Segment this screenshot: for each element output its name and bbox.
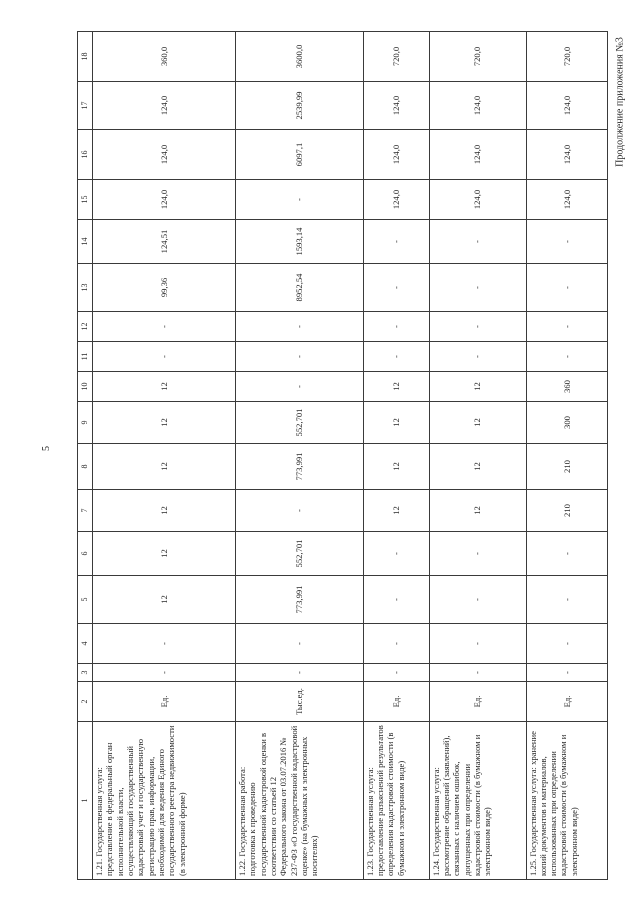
value-cell: - [429,532,526,576]
table-row [363,32,429,880]
value-cell: - [236,490,364,532]
value-cell: - [236,180,364,220]
header-cell: 3 [78,664,93,682]
value-cell: 720,0 [363,32,429,82]
value-cell: 720,0 [429,32,526,82]
value-cell: - [236,624,364,664]
table-row [236,32,364,880]
value-cell: 12 [363,372,429,402]
header-cell: 14 [78,220,93,264]
value-cell: 12 [93,490,236,532]
value-cell: - [429,576,526,624]
value-cell: - [93,342,236,372]
value-cell: - [93,664,236,682]
value-cell: - [429,220,526,264]
value-cell: - [363,342,429,372]
value-cell: 12 [93,576,236,624]
value-cell: 124,0 [526,180,607,220]
services-table [77,31,608,880]
value-cell: 124,0 [526,130,607,180]
value-cell: - [236,372,364,402]
appendix-label: Продолжение приложения №3 [614,37,626,167]
value-cell: 124,0 [429,82,526,130]
value-cell: - [526,312,607,342]
header-cell: 18 [78,32,93,82]
value-cell: 124,0 [363,130,429,180]
value-cell: Ед. [429,682,526,722]
header-cell: 17 [78,82,93,130]
rotated-table-wrapper [77,32,608,880]
header-cell: 10 [78,372,93,402]
service-name-cell: 1.21. Государственная услуга: представление в федеральный орган исполнительной власти, осуществляющий государственный кадастровый учет и государственную регистрацию прав, информации, необходимой для ведения Единого государственного реестра недвижимости (в электронной форме) [93,722,236,880]
page-number: 5 [41,446,52,451]
value-cell: 124,0 [363,180,429,220]
table-body [78,32,608,880]
table-row [429,32,526,880]
value-cell: 12 [93,402,236,444]
value-cell: - [429,312,526,342]
value-cell: Ед. [93,682,236,722]
service-name-cell: 1.25. Государственная услуга: хранение копий документов и материалов, использованных при определении кадастровой стоимости (в бумажном и электронном виде) [526,722,607,880]
value-cell: 1593,14 [236,220,364,264]
value-cell: 300 [526,402,607,444]
value-cell: - [526,624,607,664]
value-cell: 552,701 [236,532,364,576]
header-cell: 4 [78,624,93,664]
table-row [93,32,236,880]
value-cell: 12 [429,372,526,402]
value-cell: 12 [429,490,526,532]
value-cell: 720,0 [526,32,607,82]
value-cell: - [429,664,526,682]
header-cell: 11 [78,342,93,372]
value-cell: 6097,1 [236,130,364,180]
value-cell: - [236,312,364,342]
value-cell: Ед. [363,682,429,722]
value-cell: - [526,576,607,624]
service-name-cell: 1.24. Государственная услуга: рассмотрение обращений (заявлений), связанных с наличием ошибок, допущенных при определении кадастровой стоимости (в бумажном и электронном виде) [429,722,526,880]
value-cell: - [93,312,236,342]
value-cell: 210 [526,490,607,532]
value-cell: 12 [93,532,236,576]
header-cell: 13 [78,264,93,312]
value-cell: 2539,99 [236,82,364,130]
header-cell: 6 [78,532,93,576]
value-cell: - [363,624,429,664]
value-cell: - [526,342,607,372]
value-cell: 3600,0 [236,32,364,82]
value-cell: 12 [363,444,429,490]
value-cell: - [363,220,429,264]
header-cell: 15 [78,180,93,220]
value-cell: 12 [93,444,236,490]
header-cell: 16 [78,130,93,180]
header-cell: 8 [78,444,93,490]
header-cell: 1 [78,722,93,880]
service-name-cell: 1.23. Государственная услуга: предоставление разъяснений результатов определения кадастровой стоимости (в бумажном и электронном виде) [363,722,429,880]
value-cell: - [236,342,364,372]
value-cell: - [429,264,526,312]
value-cell: 124,0 [429,180,526,220]
header-cell: 7 [78,490,93,532]
value-cell: 8952,54 [236,264,364,312]
value-cell: 12 [429,444,526,490]
value-cell: 124,0 [93,82,236,130]
service-name-cell: 1.22. Государственная работа: подготовка к проведению государственной кадастровой оценки в соответствии со статьей 12 Федерального закона от 03.07.2016 № 237-ФЗ «О государственной кадастровой оценке» (на бумажных и электронных носителях) [236,722,364,880]
table-row [526,32,607,880]
value-cell: 552,701 [236,402,364,444]
value-cell: 12 [93,372,236,402]
value-cell: - [363,264,429,312]
value-cell: 210 [526,444,607,490]
value-cell: 124,0 [93,180,236,220]
value-cell: 124,0 [363,82,429,130]
value-cell: - [363,312,429,342]
value-cell: - [526,220,607,264]
value-cell: - [236,664,364,682]
value-cell: 773,991 [236,576,364,624]
value-cell: Ед. [526,682,607,722]
value-cell: - [363,532,429,576]
value-cell: 360,0 [93,32,236,82]
header-row [78,32,93,880]
value-cell: 99,36 [93,264,236,312]
value-cell: 12 [363,490,429,532]
header-cell: 5 [78,576,93,624]
value-cell: - [526,664,607,682]
value-cell: 124,0 [429,130,526,180]
header-cell: 2 [78,682,93,722]
header-cell: 12 [78,312,93,342]
value-cell: 124,0 [526,82,607,130]
value-cell: 12 [363,402,429,444]
value-cell: Тыс.ед. [236,682,364,722]
value-cell: - [429,342,526,372]
value-cell: - [363,664,429,682]
value-cell: - [526,264,607,312]
value-cell: 12 [429,402,526,444]
value-cell: - [363,576,429,624]
value-cell: 773,991 [236,444,364,490]
value-cell: 124,51 [93,220,236,264]
value-cell: - [429,624,526,664]
value-cell: 360 [526,372,607,402]
value-cell: - [526,532,607,576]
value-cell: 124,0 [93,130,236,180]
value-cell: - [93,624,236,664]
header-cell: 9 [78,402,93,444]
